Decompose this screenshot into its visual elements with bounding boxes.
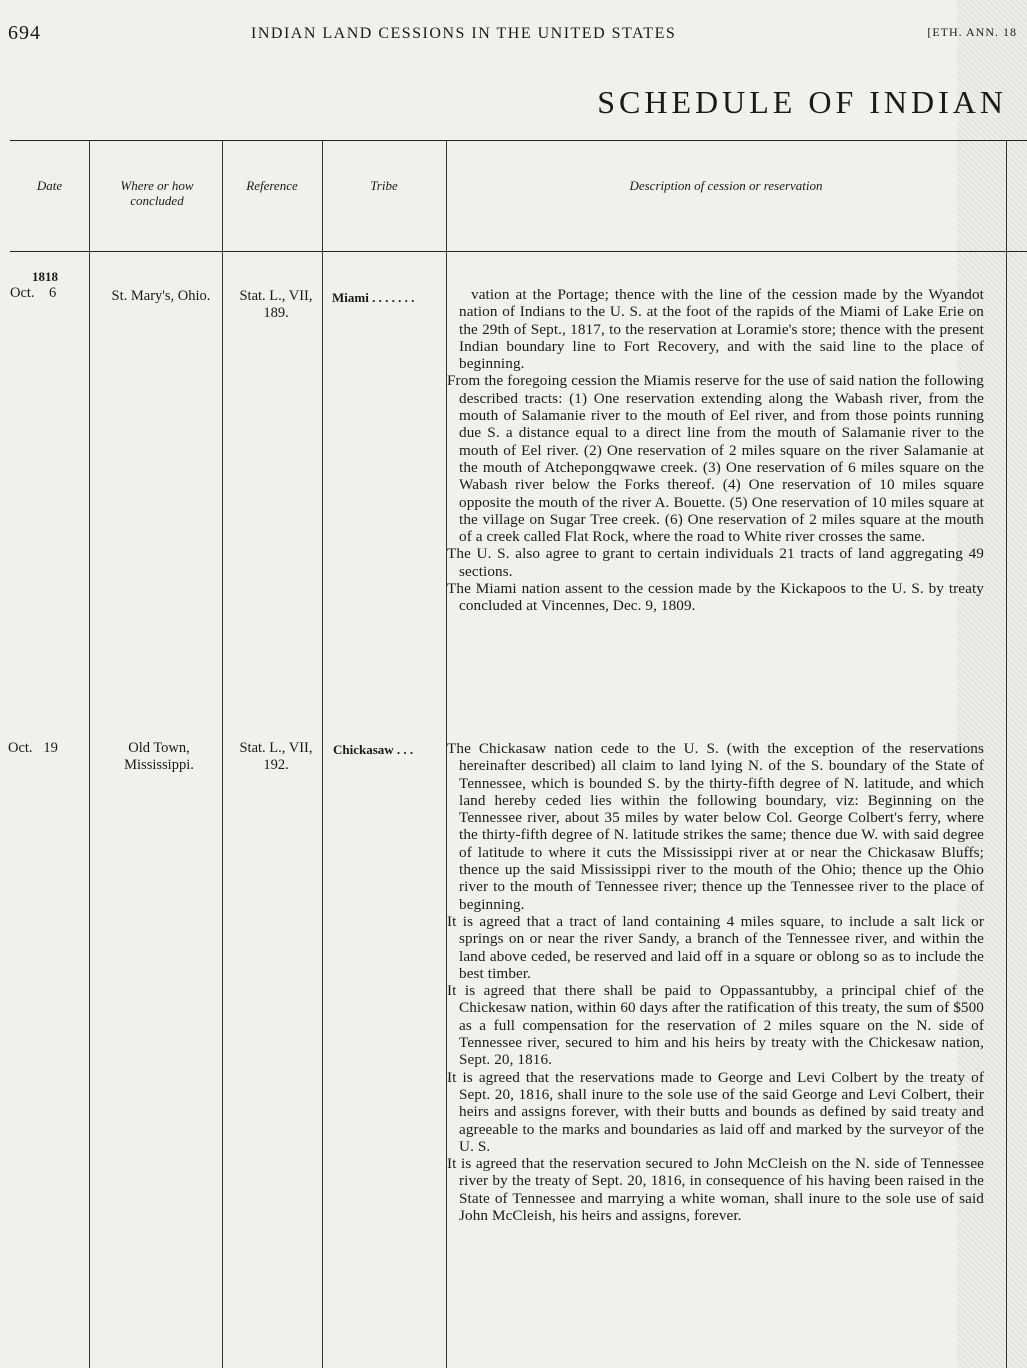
column-header-tribe: Tribe xyxy=(370,178,398,193)
description-paragraph: It is agreed that the reservation secured to John McCleish on the N. side of Tennessee river by the treaty of Sept. 20, 1816, in consequence of his having been raised in the State of Tennessee and marrying a white woman, shall inure to the sole use of said John McCleish, his heirs and assigns, forever. xyxy=(447,1155,984,1225)
running-head-right: [ETH. ANN. 18 xyxy=(927,25,1017,39)
column-divider xyxy=(1006,140,1007,1368)
entry-where: Old Town, Mississippi. xyxy=(124,740,194,773)
column-divider xyxy=(322,140,323,1368)
entry-reference: Stat. L., VII, 192. xyxy=(239,740,313,773)
entry-tribe: Chickasaw . . . xyxy=(333,742,414,757)
description-paragraph: The U. S. also agree to grant to certain individuals 21 tracts of land aggregating 49 sections. xyxy=(447,545,984,580)
entry-where: St. Mary's, Ohio. xyxy=(111,288,211,304)
description-paragraph: The Miami nation assent to the cession made by the Kickapoos to the U. S. by treaty concluded at Vincennes, Dec. 9, 1809. xyxy=(447,580,984,615)
description-paragraph: From the foregoing cession the Miamis reserve for the use of said nation the following described tracts: (1) One reservation extending along the Wabash river, from the mouth of Salamanie river to the mouth of Eel river, and from those points running due S. a distance equal to a direct line from the mouth of Salamanie river to the mouth of Eel river. (2) One reservation of 2 miles square on the river Salamanie at the mouth of Atchepongqwawe creek. (3) One reservation of 6 miles square on the Wabash river below the Forks thereof. (4) One reservation of 10 miles square opposite the mouth of the river A. Bouette. (5) One reservation of 10 miles square at the village on Sugar Tree creek. (6) One reservation of 2 miles square at the mouth of a creek called Flat Rock, where the road to White river crosses the same. xyxy=(447,372,984,546)
description-paragraph: It is agreed that a tract of land containing 4 miles square, to include a salt lick or springs on or near the river Sandy, a branch of the Tennessee river, and within the land above ceded, be reserved and laid off in a square or oblong so as to include the best timber. xyxy=(447,912,984,982)
table-top-rule xyxy=(10,140,1027,141)
column-header-reference: Reference xyxy=(246,178,298,193)
column-header-where: Where or how concluded xyxy=(120,178,194,208)
entry-tribe: Miami . . . . . . . xyxy=(332,290,415,305)
running-head-title: INDIAN LAND CESSIONS IN THE UNITED STATES xyxy=(251,25,677,42)
entry-year: 1818 xyxy=(32,269,58,284)
column-divider xyxy=(222,140,223,1368)
running-head xyxy=(6,22,1017,48)
column-header-description: Description of cession or reservation xyxy=(629,178,823,193)
description-paragraph: vation at the Portage; thence with the line of the cession made by the Wyandot nation of Indians to the U. S. at the foot of the rapids of the Miami of Lake Erie on the 29th of Sept., 1817, to the reservation at Loramie's store; thence with the present Indian boundary line to Fort Recovery, and with the said line to the place of beginning. xyxy=(459,286,984,373)
description-paragraph: It is agreed that the reservations made to George and Levi Colbert by the treaty of Sept. 20, 1816, shall inure to the sole use of the said George and Levi Colbert, their heirs and assigns forever, with their butts and bounds as defined by said treaty and agreeable to the marks and boundaries as laid off and marked by the surveyor of the U. S. xyxy=(447,1068,984,1155)
entry-date: Oct. 6 xyxy=(10,285,57,301)
entry-description xyxy=(447,286,984,615)
column-divider xyxy=(89,140,90,1368)
page-number: 694 xyxy=(8,22,41,44)
entry-reference: Stat. L., VII, 189. xyxy=(239,288,313,321)
column-header-date: Date xyxy=(36,178,63,193)
table-header-rule xyxy=(10,251,1027,252)
description-paragraph: It is agreed that there shall be paid to Oppassantubby, a principal chief of the Chickesaw nation, within 60 days after the ratification of this treaty, the sum of $500 as a full compensation for the reservation of 2 miles square on the N. side of Tennessee river, secured to him and his heirs by treaty with the Chickesaw nation, Sept. 20, 1816. xyxy=(447,982,984,1069)
entry-date: Oct. 19 xyxy=(8,740,58,756)
entry-description xyxy=(447,740,984,1224)
schedule-title: SCHEDULE OF INDIAN xyxy=(597,84,1007,120)
description-paragraph: The Chickasaw nation cede to the U. S. (with the exception of the reservations hereinafter described) all claim to land lying N. of the S. boundary of the State of Tennessee, which is bounded S. by the thirty-fifth degree of N. latitude, and which land hereby ceded lies within the following boundary, viz: Beginning on the Tennessee river, about 35 miles by water below Col. George Colbert's ferry, where the thirty-fifth degree of N. latitude strikes the same; thence due W. with said degree of latitude to where it cuts the Mississippi river at or near the Chickasaw Bluffs; thence up the said Mississippi river to the mouth of the Ohio; thence up the Ohio river to the mouth of Tennessee river; thence up the Tennessee river to the place of beginning. xyxy=(447,740,984,913)
